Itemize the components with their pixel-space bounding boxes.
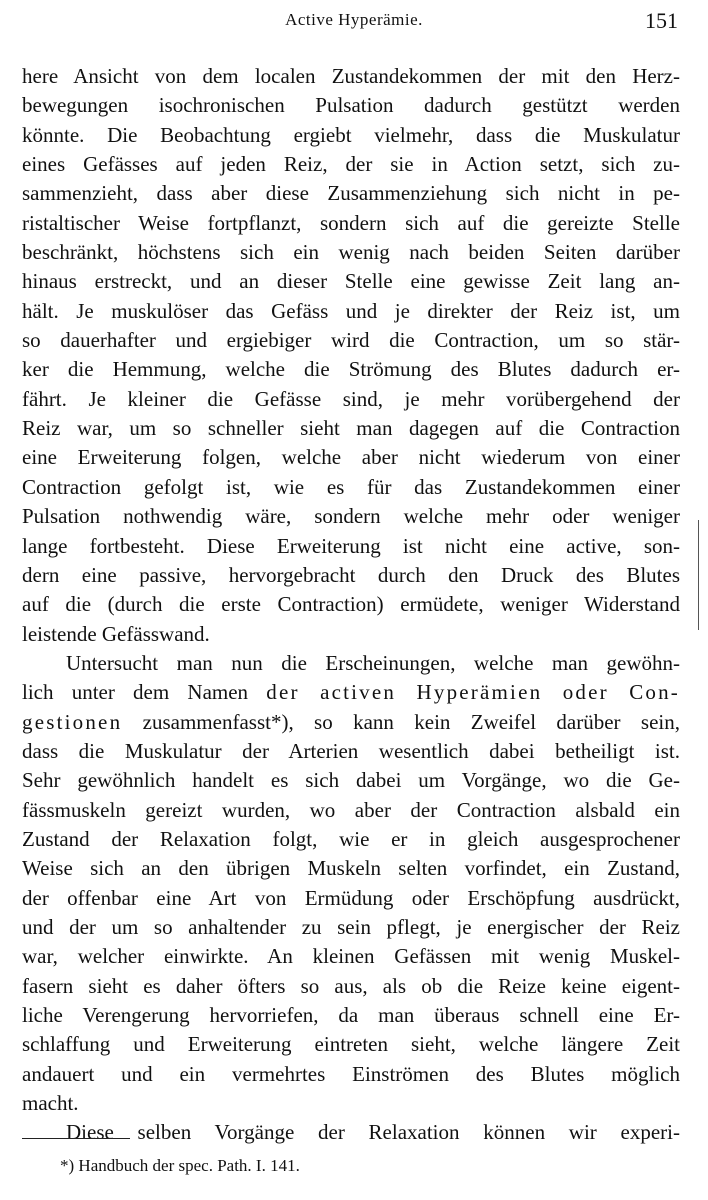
text-line: schlaffung und Erweiterung eintreten sieht, welche längere Zeit bbox=[22, 1032, 680, 1057]
text-line: ker die Hemmung, welche die Strömung des Blutes dadurch er- bbox=[22, 357, 680, 382]
text-line: hält. Je muskulöser das Gefäss und je direkter der Reiz ist, um bbox=[22, 298, 680, 323]
text-line: andauert und ein vermehrtes Einströmen des Blutes möglich bbox=[22, 1061, 680, 1086]
text-line: Weise sich an den übrigen Muskeln selten vorfindet, ein Zustand, bbox=[22, 856, 680, 881]
text-line: Diese selben Vorgänge der Relaxation können wir experi- bbox=[66, 1120, 680, 1145]
text-line: beschränkt, höchstens sich ein wenig nach beiden Seiten darüber bbox=[22, 240, 680, 265]
text-line bbox=[22, 678, 680, 707]
text-line: Contraction gefolgt ist, wie es für das Zustandekommen einer bbox=[22, 474, 680, 499]
text-line: so dauerhafter und ergiebiger wird die Contraction, um so stär- bbox=[22, 328, 680, 353]
margin-mark bbox=[690, 520, 699, 630]
text-line: der offenbar eine Art von Ermüdung oder Erschöpfung ausdrückt, bbox=[22, 885, 680, 910]
text-line: fährt. Je kleiner die Gefässe sind, je mehr vorübergehend der bbox=[22, 386, 680, 411]
body-text bbox=[22, 62, 680, 1148]
text-line: here Ansicht von dem localen Zustandekommen der mit den Herz- bbox=[22, 64, 680, 88]
text-line: Sehr gewöhnlich handelt es sich dabei um Vorgänge, wo die Ge- bbox=[22, 768, 680, 793]
text-line: dern eine passive, hervorgebracht durch den Druck des Blutes bbox=[22, 562, 680, 587]
text-line bbox=[22, 708, 680, 737]
emphasized-text: gestionen bbox=[22, 709, 123, 734]
text-line: Reiz war, um so schneller sieht man dagegen auf die Contraction bbox=[22, 416, 680, 441]
text-line: leistende Gefässwand. bbox=[22, 621, 210, 646]
text-line: bewegungen isochronischen Pulsation dadurch gestützt werden bbox=[22, 93, 680, 118]
text-line: auf die (durch die erste Contraction) ermüdete, weniger Widerstand bbox=[22, 592, 680, 617]
text-line: hinaus erstreckt, und an dieser Stelle eine gewisse Zeit lang an- bbox=[22, 269, 680, 294]
text-line: fässmuskeln gereizt wurden, wo aber der Contraction alsbald ein bbox=[22, 797, 680, 822]
text-line: ristaltischer Weise fortpflanzt, sondern sich auf die gereizte Stelle bbox=[22, 210, 680, 235]
emphasized-text: der activen Hyperämien oder Con- bbox=[266, 680, 681, 705]
footnote: *) Handbuch der spec. Path. I. 141. bbox=[60, 1156, 300, 1175]
paragraph-2 bbox=[22, 649, 680, 1119]
text-line: war, welcher einwirkte. An kleinen Gefässen mit wenig Muskel- bbox=[22, 944, 680, 969]
text-line: liche Verengerung hervorriefen, da man überaus schnell eine Er- bbox=[22, 1003, 680, 1027]
running-title: Active Hyperämie. bbox=[285, 10, 423, 29]
text-line: und der um so anhaltender zu sein pflegt, je energischer der Reiz bbox=[22, 914, 680, 939]
text-line: könnte. Die Beobachtung ergiebt vielmehr, dass die Muskulatur bbox=[22, 122, 680, 147]
text-line: macht. bbox=[22, 1091, 79, 1116]
page-number: 151 bbox=[645, 8, 678, 33]
text-segment: zusammenfasst*), so kann kein Zweifel darüber sein, bbox=[122, 709, 680, 734]
text-line: eines Gefässes auf jeden Reiz, der sie in Action setzt, sich zu- bbox=[22, 152, 680, 177]
text-line: fasern sieht es daher öfters so aus, als ob die Reize keine eigent- bbox=[22, 973, 680, 998]
text-line: Untersucht man nun die Erscheinungen, welche man gewöhn- bbox=[66, 650, 680, 675]
paragraph-3 bbox=[22, 1118, 680, 1147]
text-line: Pulsation nothwendig wäre, sondern welche mehr oder weniger bbox=[22, 504, 680, 529]
text-line: sammenzieht, dass aber diese Zusammenziehung sich nicht in pe- bbox=[22, 181, 680, 206]
text-line: eine Erweiterung folgen, welche aber nicht wiederum von einer bbox=[22, 445, 680, 470]
footnote-divider bbox=[22, 1138, 130, 1139]
text-line: lange fortbesteht. Diese Erweiterung ist nicht eine active, son- bbox=[22, 533, 680, 558]
text-line: dass die Muskulatur der Arterien wesentlich dabei betheiligt ist. bbox=[22, 738, 680, 763]
text-segment: lich unter dem Namen bbox=[22, 680, 267, 705]
paragraph-1 bbox=[22, 62, 680, 649]
text-line: Zustand der Relaxation folgt, wie er in gleich ausgesprochener bbox=[22, 826, 680, 851]
running-head bbox=[0, 10, 708, 40]
